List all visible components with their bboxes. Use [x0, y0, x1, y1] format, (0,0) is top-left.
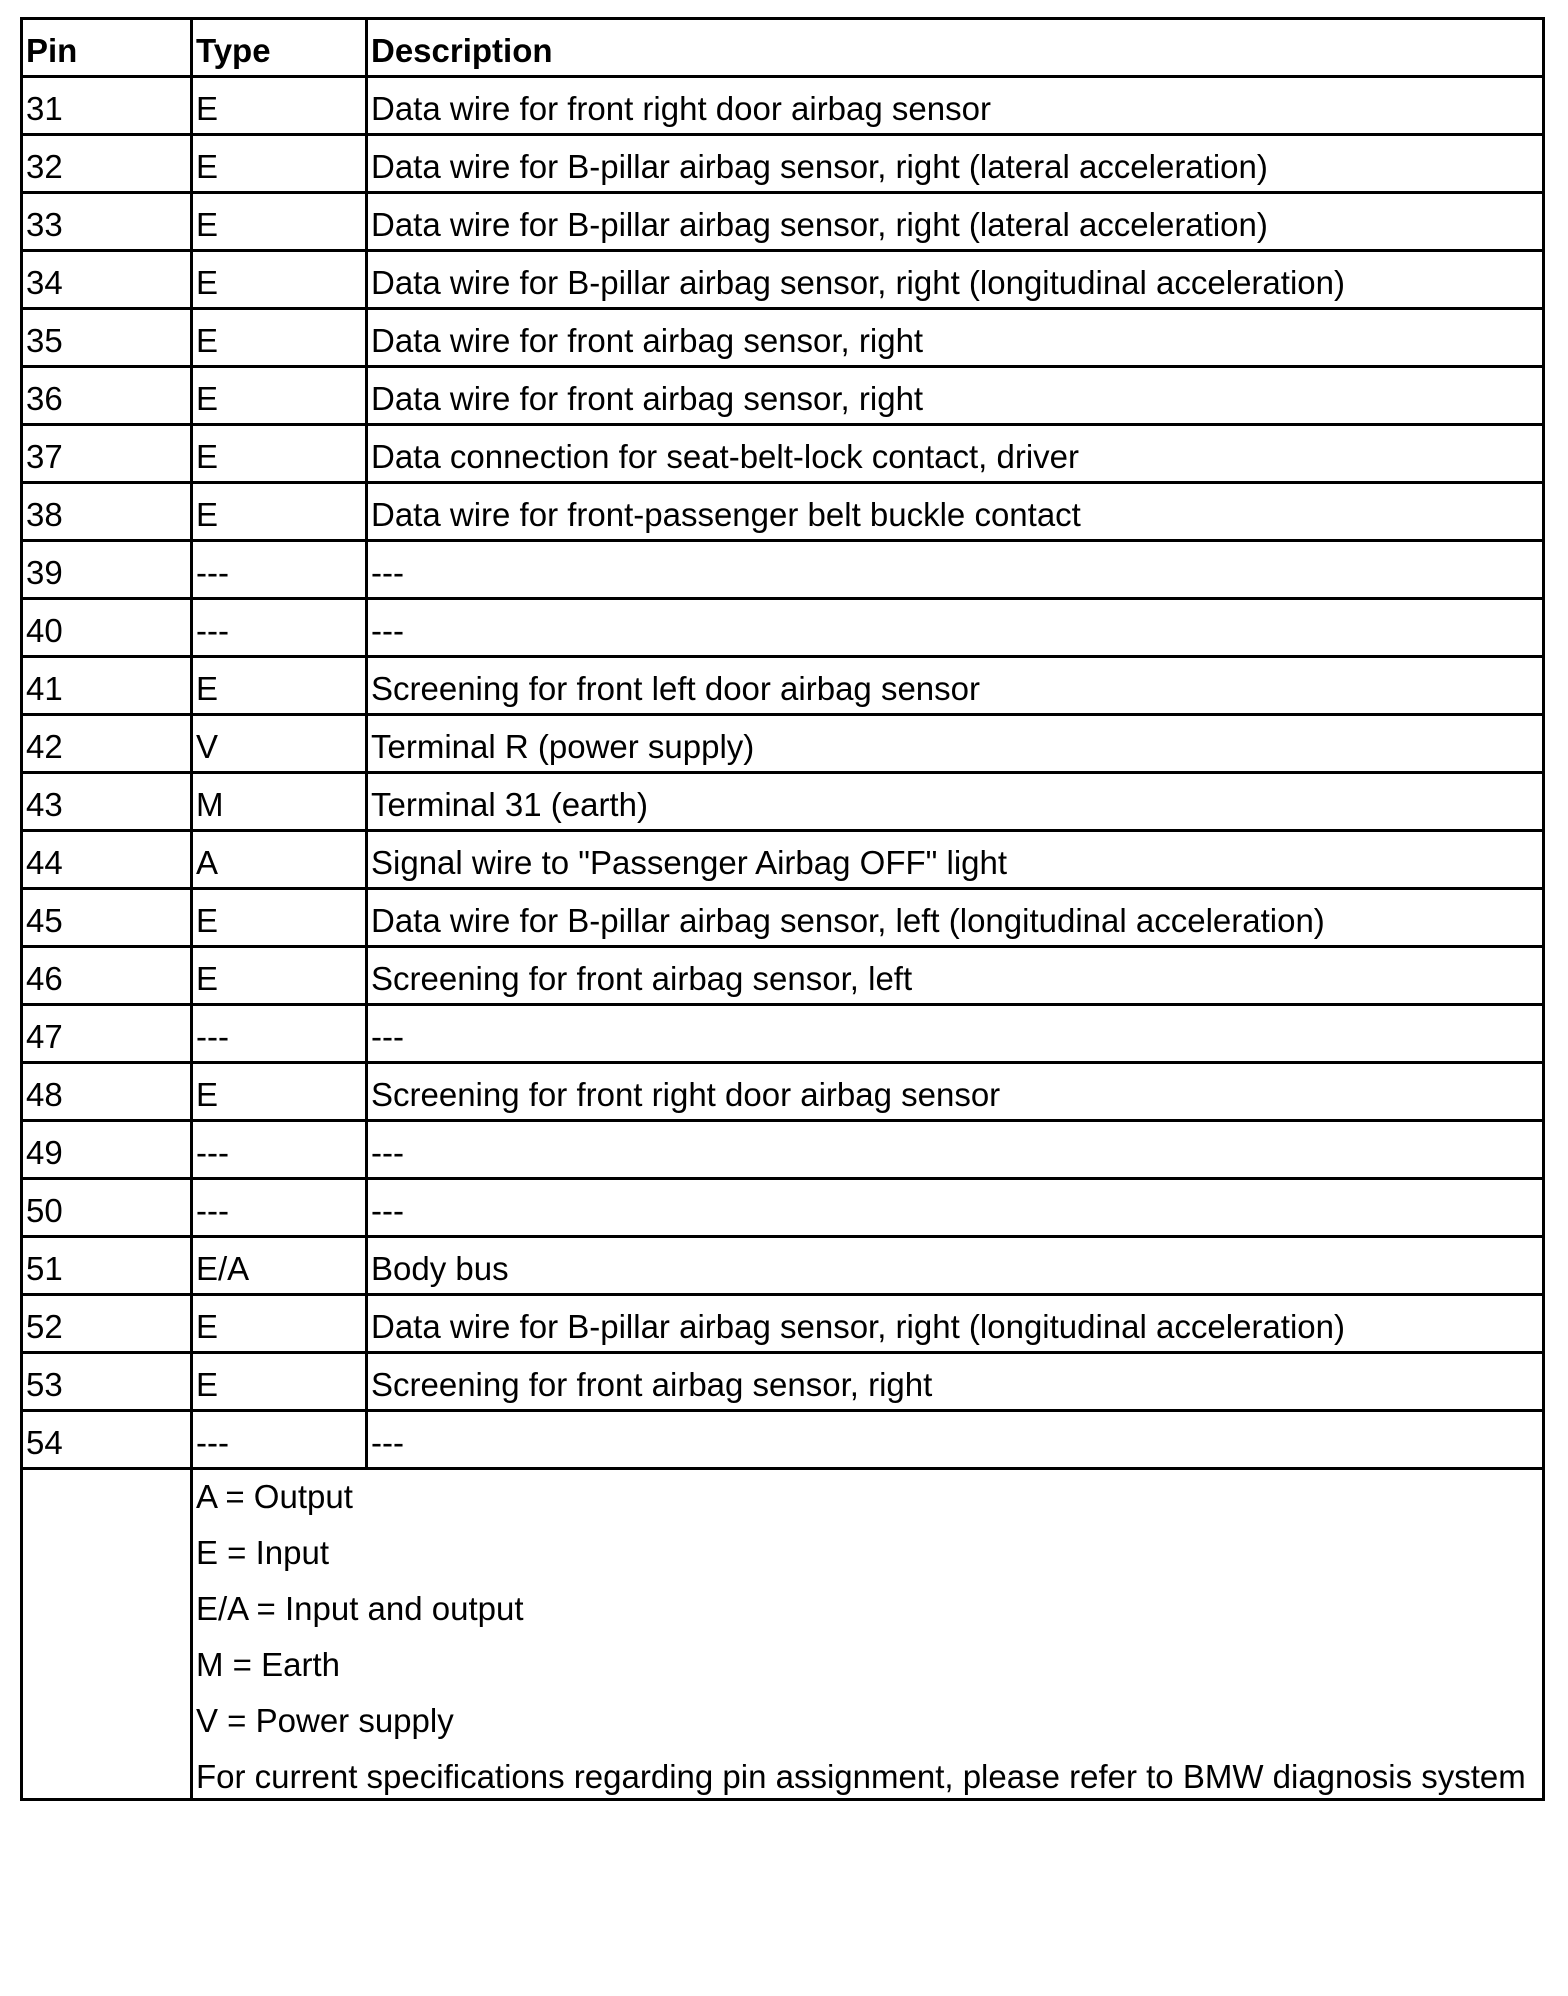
table-row [22, 251, 1544, 309]
cell-type: E [192, 657, 367, 715]
table-row [22, 309, 1544, 367]
cell-description: Screening for front airbag sensor, left [367, 947, 1544, 1005]
header-pin: Pin [22, 19, 192, 77]
cell-pin: 39 [22, 541, 192, 599]
header-description: Description [367, 19, 1544, 77]
table-row [22, 1411, 1544, 1469]
legend-empty-cell [22, 1469, 192, 1800]
table-row [22, 193, 1544, 251]
cell-type: --- [192, 599, 367, 657]
cell-pin: 41 [22, 657, 192, 715]
cell-description: Data wire for front airbag sensor, right [367, 309, 1544, 367]
cell-pin: 33 [22, 193, 192, 251]
legend-item: V = Power supply [196, 1702, 454, 1739]
table-row [22, 541, 1544, 599]
cell-type: --- [192, 1121, 367, 1179]
table-body [22, 77, 1544, 1800]
legend-cell [192, 1469, 1544, 1800]
table-header-row [22, 19, 1544, 77]
cell-description: --- [367, 1005, 1544, 1063]
table-row [22, 1353, 1544, 1411]
table-row [22, 715, 1544, 773]
cell-pin: 53 [22, 1353, 192, 1411]
cell-pin: 35 [22, 309, 192, 367]
cell-pin: 37 [22, 425, 192, 483]
cell-pin: 44 [22, 831, 192, 889]
table-row [22, 599, 1544, 657]
cell-type: E [192, 251, 367, 309]
legend-item: E = Input [196, 1534, 330, 1571]
table-row [22, 1005, 1544, 1063]
cell-pin: 40 [22, 599, 192, 657]
cell-description: Data connection for seat-belt-lock contact, driver [367, 425, 1544, 483]
cell-description: --- [367, 541, 1544, 599]
cell-pin: 52 [22, 1295, 192, 1353]
cell-pin: 36 [22, 367, 192, 425]
table-row [22, 1063, 1544, 1121]
cell-description: Signal wire to "Passenger Airbag OFF" light [367, 831, 1544, 889]
cell-type: V [192, 715, 367, 773]
legend-item: A = Output [196, 1478, 353, 1515]
cell-type: E [192, 1063, 367, 1121]
table-row [22, 483, 1544, 541]
legend-row [22, 1469, 1544, 1800]
header-type: Type [192, 19, 367, 77]
cell-type: E [192, 1353, 367, 1411]
cell-pin: 31 [22, 77, 192, 135]
cell-type: --- [192, 1179, 367, 1237]
table-row [22, 831, 1544, 889]
table-row [22, 1237, 1544, 1295]
cell-pin: 32 [22, 135, 192, 193]
table-row [22, 657, 1544, 715]
cell-type: E [192, 367, 367, 425]
table-row [22, 947, 1544, 1005]
cell-description: Screening for front airbag sensor, right [367, 1353, 1544, 1411]
cell-description: Terminal 31 (earth) [367, 773, 1544, 831]
table-row [22, 1121, 1544, 1179]
table-row [22, 135, 1544, 193]
cell-description: --- [367, 1411, 1544, 1469]
cell-type: M [192, 773, 367, 831]
cell-pin: 54 [22, 1411, 192, 1469]
table-row [22, 773, 1544, 831]
cell-pin: 42 [22, 715, 192, 773]
cell-pin: 45 [22, 889, 192, 947]
cell-type: A [192, 831, 367, 889]
cell-description: Data wire for front right door airbag sensor [367, 77, 1544, 135]
cell-type: E [192, 889, 367, 947]
cell-description: Body bus [367, 1237, 1544, 1295]
cell-description: Data wire for B-pillar airbag sensor, right (longitudinal acceleration) [367, 251, 1544, 309]
cell-type: E [192, 425, 367, 483]
cell-description: --- [367, 599, 1544, 657]
cell-pin: 38 [22, 483, 192, 541]
cell-type: E [192, 1295, 367, 1353]
cell-type: E/A [192, 1237, 367, 1295]
table-row [22, 1295, 1544, 1353]
cell-pin: 50 [22, 1179, 192, 1237]
cell-type: E [192, 947, 367, 1005]
cell-type: --- [192, 1005, 367, 1063]
cell-type: --- [192, 541, 367, 599]
table-row [22, 425, 1544, 483]
cell-pin: 47 [22, 1005, 192, 1063]
cell-type: --- [192, 1411, 367, 1469]
cell-description: Data wire for B-pillar airbag sensor, right (lateral acceleration) [367, 135, 1544, 193]
pin-assignment-table [20, 17, 1545, 1801]
cell-description: Data wire for B-pillar airbag sensor, left (longitudinal acceleration) [367, 889, 1544, 947]
table-row [22, 77, 1544, 135]
cell-description: Data wire for B-pillar airbag sensor, right (longitudinal acceleration) [367, 1295, 1544, 1353]
legend-note: For current specifications regarding pin assignment, please refer to BMW diagnosis system [196, 1758, 1526, 1795]
table-row [22, 367, 1544, 425]
cell-description: Data wire for front-passenger belt buckle contact [367, 483, 1544, 541]
cell-description: --- [367, 1121, 1544, 1179]
cell-pin: 43 [22, 773, 192, 831]
cell-type: E [192, 77, 367, 135]
legend-item: E/A = Input and output [196, 1590, 524, 1627]
cell-pin: 34 [22, 251, 192, 309]
cell-pin: 48 [22, 1063, 192, 1121]
table-row [22, 1179, 1544, 1237]
cell-type: E [192, 483, 367, 541]
cell-pin: 46 [22, 947, 192, 1005]
cell-description: Screening for front left door airbag sensor [367, 657, 1544, 715]
cell-type: E [192, 309, 367, 367]
cell-type: E [192, 135, 367, 193]
table-row [22, 889, 1544, 947]
cell-description: Screening for front right door airbag sensor [367, 1063, 1544, 1121]
cell-pin: 49 [22, 1121, 192, 1179]
cell-description: Data wire for B-pillar airbag sensor, right (lateral acceleration) [367, 193, 1544, 251]
cell-pin: 51 [22, 1237, 192, 1295]
cell-description: Data wire for front airbag sensor, right [367, 367, 1544, 425]
cell-description: Terminal R (power supply) [367, 715, 1544, 773]
cell-type: E [192, 193, 367, 251]
legend-item: M = Earth [196, 1646, 340, 1683]
cell-description: --- [367, 1179, 1544, 1237]
